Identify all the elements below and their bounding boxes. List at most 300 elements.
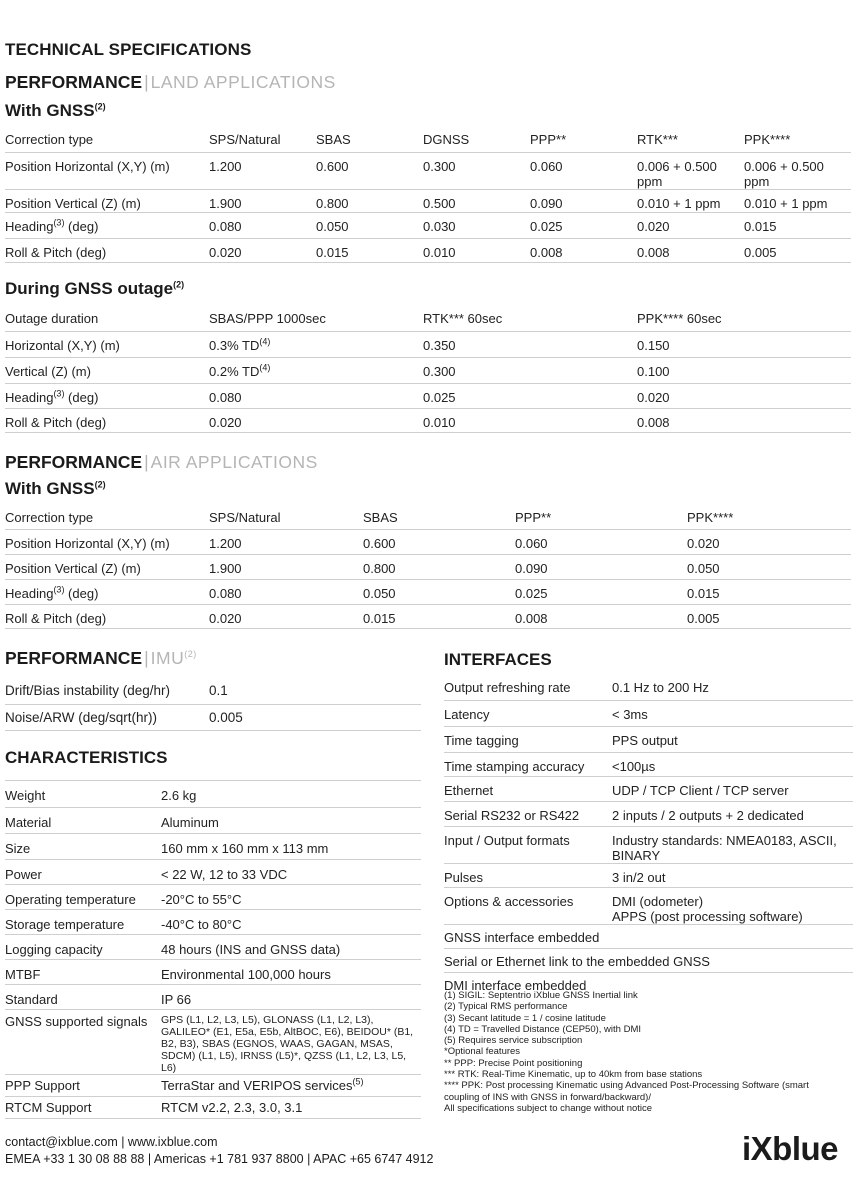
value-cell bbox=[423, 126, 530, 152]
row-label-cell bbox=[5, 305, 209, 331]
value-cell bbox=[363, 554, 515, 579]
row-label-cell bbox=[5, 704, 209, 730]
row-label-cell bbox=[444, 752, 612, 776]
value-cell bbox=[363, 504, 515, 529]
cell-value: 0.300 bbox=[423, 158, 456, 174]
interface-extra: GNSS interface embedded bbox=[444, 929, 600, 945]
row-label: Position Horizontal (X,Y) (m) bbox=[5, 535, 170, 551]
imu-sup: (2) bbox=[184, 649, 197, 660]
value-cell bbox=[209, 331, 423, 357]
cell-value: RTK*** 60sec bbox=[423, 311, 503, 326]
row-label: Serial RS232 or RS422 bbox=[444, 807, 580, 823]
cell-value: 0.015 bbox=[316, 244, 349, 260]
cell-value: SPS/Natural bbox=[209, 510, 281, 525]
table-row bbox=[5, 305, 851, 331]
cell-value: PPP** bbox=[530, 132, 567, 147]
row-label: Position Vertical (Z) (m) bbox=[5, 560, 141, 576]
value-cell bbox=[515, 604, 687, 628]
value-cell bbox=[687, 579, 851, 604]
row-label-cell bbox=[5, 189, 209, 212]
row-label-cell bbox=[444, 674, 612, 700]
value-cell bbox=[687, 554, 851, 579]
value-cell bbox=[637, 383, 851, 408]
table-row bbox=[444, 752, 853, 776]
heading-unit: (deg) bbox=[64, 389, 99, 405]
footer-contact: contact@ixblue.com | www.ixblue.com bbox=[5, 1135, 218, 1149]
value-cell bbox=[612, 801, 853, 826]
cell-value: -20°C to 55°C bbox=[161, 892, 242, 907]
footnote: (2) Typical RMS performance bbox=[444, 1001, 568, 1013]
table-row bbox=[444, 726, 853, 752]
cell-value: 1.900 bbox=[209, 195, 242, 211]
table-row bbox=[444, 948, 853, 972]
cell-value: PPK**** bbox=[687, 510, 734, 525]
value-cell bbox=[612, 826, 853, 863]
row-label: PPP Support bbox=[5, 1078, 80, 1093]
row-label-cell bbox=[5, 808, 161, 834]
cell-value: 0.080 bbox=[209, 389, 242, 405]
land-outage-title: During GNSS outage bbox=[5, 279, 174, 298]
air-perf-sep: | bbox=[144, 452, 149, 472]
row-label: Time stamping accuracy bbox=[444, 758, 585, 774]
table-row bbox=[5, 383, 851, 408]
table-row bbox=[5, 781, 421, 808]
table-row bbox=[5, 189, 851, 212]
cell-value: 0.600 bbox=[363, 535, 396, 551]
footnote: *Optional features bbox=[444, 1046, 521, 1058]
air-perf-sub: AIR APPLICATIONS bbox=[150, 452, 318, 472]
row-label: Output refreshing rate bbox=[444, 680, 571, 695]
cell-value: 0.500 bbox=[423, 195, 456, 211]
land-performance-heading bbox=[5, 72, 336, 93]
cell-value: < 3ms bbox=[612, 706, 648, 722]
row-label-cell bbox=[5, 126, 209, 152]
row-label: Size bbox=[5, 841, 31, 856]
value-cell bbox=[161, 808, 421, 834]
cell-value: < 22 W, 12 to 33 VDC bbox=[161, 867, 288, 882]
land-gnss-table bbox=[5, 126, 851, 263]
row-label-cell bbox=[5, 1075, 161, 1097]
cell-value: 3 in/2 out bbox=[612, 869, 666, 885]
table-row bbox=[444, 776, 853, 801]
cell-value: 0.300 bbox=[423, 363, 456, 379]
cell-value: 0.060 bbox=[515, 535, 548, 551]
row-label-cell bbox=[444, 887, 612, 924]
cell-value: 0.350 bbox=[423, 337, 456, 353]
value-cell bbox=[423, 357, 637, 383]
row-label: Operating temperature bbox=[5, 892, 136, 907]
value-cell bbox=[363, 579, 515, 604]
cell-value: 0.015 bbox=[363, 610, 396, 626]
value-cell bbox=[423, 305, 637, 331]
row-label: Correction type bbox=[5, 132, 94, 147]
land-perf-label: PERFORMANCE bbox=[5, 72, 143, 92]
table-row bbox=[5, 357, 851, 383]
value-cell bbox=[744, 152, 851, 189]
cell-value: PPP** bbox=[515, 510, 552, 525]
table-row bbox=[444, 674, 853, 700]
land-perf-sep: | bbox=[144, 72, 149, 92]
cell-value: 1.200 bbox=[209, 535, 242, 551]
row-label: Roll & Pitch (deg) bbox=[5, 244, 107, 260]
value-cell bbox=[209, 704, 421, 730]
value-cell bbox=[209, 579, 363, 604]
row-label: Input / Output formats bbox=[444, 832, 570, 848]
cell-value: DGNSS bbox=[423, 132, 470, 147]
cell-value: 0.150 bbox=[637, 337, 670, 353]
table-row bbox=[5, 834, 421, 860]
heading-unit: (deg) bbox=[64, 585, 99, 601]
cell-value: 0.005 bbox=[209, 709, 243, 725]
ppp-sup: (5) bbox=[352, 1076, 364, 1087]
table-row bbox=[5, 704, 421, 730]
row-label-cell bbox=[5, 357, 209, 383]
land-gnss-heading bbox=[5, 101, 106, 121]
air-gnss-heading bbox=[5, 479, 106, 499]
value-cell bbox=[316, 152, 423, 189]
table-row bbox=[444, 801, 853, 826]
cell-value: 0.020 bbox=[209, 414, 242, 430]
cell-value: Aluminum bbox=[161, 815, 219, 830]
value-cell bbox=[423, 189, 530, 212]
characteristics-table bbox=[5, 780, 421, 1119]
land-outage-heading bbox=[5, 279, 184, 299]
table-row bbox=[5, 960, 421, 985]
imu-perf-sub: IMU bbox=[150, 648, 185, 668]
value-cell bbox=[209, 212, 316, 238]
cell-value: 0.3% TD bbox=[209, 337, 260, 353]
table-row bbox=[5, 935, 421, 960]
cell-value: 48 hours (INS and GNSS data) bbox=[161, 942, 341, 957]
footnote: All specifications subject to change without notice bbox=[444, 1102, 653, 1114]
footer-phones: EMEA +33 1 30 08 88 88 | Americas +1 781 937 8800 | APAC +65 6747 4912 bbox=[5, 1152, 434, 1166]
cell-value: 0.006 + 0.500 ppm bbox=[744, 158, 824, 189]
cell-value: 0.080 bbox=[209, 585, 242, 601]
cell-value: SBAS/PPP 1000sec bbox=[209, 311, 326, 326]
value-cell bbox=[161, 1075, 421, 1097]
row-label: Position Horizontal (X,Y) (m) bbox=[5, 158, 170, 174]
table-row bbox=[5, 885, 421, 910]
cell-value: 0.020 bbox=[687, 535, 720, 551]
imu-table bbox=[5, 678, 421, 731]
value-cell bbox=[316, 212, 423, 238]
value-cell bbox=[744, 189, 851, 212]
cell-value: 0.050 bbox=[316, 218, 349, 234]
row-label-cell bbox=[5, 238, 209, 262]
heading-sup: (3) bbox=[53, 388, 65, 399]
row-label-cell bbox=[5, 331, 209, 357]
row-label: Correction type bbox=[5, 510, 94, 525]
cell-value: 0.020 bbox=[637, 218, 670, 234]
value-cell bbox=[612, 752, 853, 776]
cell-value: 0.030 bbox=[423, 218, 456, 234]
row-label: Time tagging bbox=[444, 732, 519, 748]
row-label-cell bbox=[5, 529, 209, 554]
cell-value: 0.025 bbox=[423, 389, 456, 405]
cell-value: SBAS bbox=[316, 132, 351, 147]
cell-value: -40°C to 80°C bbox=[161, 917, 242, 932]
row-label-cell bbox=[444, 776, 612, 801]
row-label: Ethernet bbox=[444, 782, 494, 798]
imu-performance-heading bbox=[5, 648, 197, 669]
row-label: GNSS supported signals bbox=[5, 1014, 148, 1029]
value-cell bbox=[209, 529, 363, 554]
cell-value: 0.015 bbox=[687, 585, 720, 601]
value-cell bbox=[209, 126, 316, 152]
interface-extra: DMI interface embedded bbox=[444, 977, 587, 993]
value-cell bbox=[209, 357, 423, 383]
value-cell bbox=[637, 357, 851, 383]
value-cell bbox=[637, 305, 851, 331]
cell-value: 0.008 bbox=[515, 610, 548, 626]
row-label: Logging capacity bbox=[5, 942, 103, 957]
table-row bbox=[5, 408, 851, 432]
cell-value: PPK**** 60sec bbox=[637, 311, 722, 326]
interfaces-table bbox=[444, 674, 853, 993]
cell-value: TerraStar and VERIPOS services bbox=[161, 1078, 353, 1093]
table-row bbox=[5, 504, 851, 529]
value-cell bbox=[363, 529, 515, 554]
value-cell bbox=[363, 604, 515, 628]
cell-value: 1.900 bbox=[209, 560, 242, 576]
cell-value: SPS/Natural bbox=[209, 132, 281, 147]
heading-sup: (3) bbox=[53, 584, 65, 595]
value-cell bbox=[316, 126, 423, 152]
value-cell bbox=[209, 152, 316, 189]
row-label: Pulses bbox=[444, 869, 484, 885]
row-label-cell bbox=[5, 935, 161, 960]
value-cell bbox=[530, 238, 637, 262]
row-label: Heading bbox=[5, 218, 54, 234]
imu-perf-sep: | bbox=[144, 648, 149, 668]
cell-value: DMI (odometer) APPS (post processing software) bbox=[612, 893, 803, 924]
value-cell bbox=[209, 504, 363, 529]
cell-value: Industry standards: NMEA0183, ASCII, BINARY bbox=[612, 832, 837, 863]
cell-value: 0.025 bbox=[515, 585, 548, 601]
cell-value: 0.800 bbox=[363, 560, 396, 576]
row-label-cell bbox=[444, 863, 612, 887]
cell-value: 0.050 bbox=[687, 560, 720, 576]
value-cell bbox=[612, 776, 853, 801]
row-label: Options & accessories bbox=[444, 893, 574, 909]
land-outage-sup: (2) bbox=[173, 279, 185, 290]
cell-value: GPS (L1, L2, L3, L5), GLONASS (L1, L2, L3), GALILEO* (E1, E5a, E5b, AltBOC, E6), BEIDOU* (B1, B2, B3), SBAS (EGNOS, WAAS, GAGAN, MSAS, SDCM) (L1, L5), IRNSS (L5)*, QZSS (L1, L2, L3, L5, L6) bbox=[161, 1014, 414, 1074]
heading-sup: (3) bbox=[53, 217, 65, 228]
cell-value: 0.008 bbox=[530, 244, 563, 260]
table-row bbox=[5, 529, 851, 554]
cell-value: 0.008 bbox=[637, 414, 670, 430]
cell-value: RTK*** bbox=[637, 132, 678, 147]
cell-value: 0.020 bbox=[209, 610, 242, 626]
characteristics-title: CHARACTERISTICS bbox=[5, 748, 168, 767]
row-label: MTBF bbox=[5, 967, 41, 982]
value-cell bbox=[612, 726, 853, 752]
cell-value: 0.008 bbox=[637, 244, 670, 260]
value-cell bbox=[612, 863, 853, 887]
value-cell bbox=[637, 408, 851, 432]
value-cell bbox=[161, 910, 421, 935]
footnotes bbox=[444, 990, 844, 1114]
cell-value: 2 inputs / 2 outputs + 2 dedicated bbox=[612, 807, 804, 823]
table-row bbox=[5, 678, 421, 704]
air-perf-label: PERFORMANCE bbox=[5, 452, 143, 472]
value-cell bbox=[423, 408, 637, 432]
cell-value: 0.090 bbox=[530, 195, 563, 211]
cell-value: 0.020 bbox=[637, 389, 670, 405]
row-label: Position Vertical (Z) (m) bbox=[5, 195, 141, 211]
value-cell bbox=[161, 960, 421, 985]
value-cell bbox=[161, 1097, 421, 1119]
cell-value: 0.080 bbox=[209, 218, 242, 234]
row-label: Power bbox=[5, 867, 42, 882]
value-cell bbox=[744, 126, 851, 152]
value-cell bbox=[209, 554, 363, 579]
table-row bbox=[5, 579, 851, 604]
table-row bbox=[5, 152, 851, 189]
cell-value: 0.010 bbox=[423, 244, 456, 260]
cell-value: 0.060 bbox=[530, 158, 563, 174]
value-cell bbox=[530, 152, 637, 189]
value-cell bbox=[637, 189, 744, 212]
footnote: (4) TD = Travelled Distance (CEP50), with DMI bbox=[444, 1023, 642, 1035]
table-row bbox=[5, 860, 421, 885]
cell-value: 0.005 bbox=[687, 610, 720, 626]
interface-extra: Serial or Ethernet link to the embedded GNSS bbox=[444, 953, 710, 969]
value-cell bbox=[423, 331, 637, 357]
row-label-cell bbox=[5, 960, 161, 985]
value-cell bbox=[209, 238, 316, 262]
air-gnss-title: With GNSS bbox=[5, 479, 95, 498]
value-cell bbox=[530, 212, 637, 238]
value-cell bbox=[209, 408, 423, 432]
value-cell bbox=[161, 834, 421, 860]
imu-perf-label: PERFORMANCE bbox=[5, 648, 143, 668]
air-gnss-sup: (2) bbox=[94, 479, 106, 490]
cell-value: 0.100 bbox=[637, 363, 670, 379]
table-row bbox=[5, 212, 851, 238]
table-row bbox=[5, 1075, 421, 1097]
row-label: Vertical (Z) (m) bbox=[5, 363, 91, 379]
footnote: (1) SIGIL: Septentrio iXblue GNSS Inertial link bbox=[444, 990, 638, 1001]
footnote: (5) Requires service subscription bbox=[444, 1035, 583, 1047]
air-performance-heading bbox=[5, 452, 318, 473]
row-label-cell bbox=[5, 781, 161, 808]
cell-value: UDP / TCP Client / TCP server bbox=[612, 782, 789, 798]
cell-value: 0.025 bbox=[530, 218, 563, 234]
table-row bbox=[5, 1097, 421, 1119]
row-label: Outage duration bbox=[5, 311, 99, 326]
cell-value: 0.005 bbox=[744, 244, 777, 260]
row-label-cell bbox=[5, 408, 209, 432]
row-label: Roll & Pitch (deg) bbox=[5, 414, 107, 430]
land-gnss-sup: (2) bbox=[94, 101, 106, 112]
row-label: Drift/Bias instability (deg/hr) bbox=[5, 683, 171, 698]
footnote: ** PPP: Precise Point positioning bbox=[444, 1057, 583, 1069]
row-label: Noise/ARW (deg/sqrt(hr)) bbox=[5, 709, 158, 725]
row-label: Heading bbox=[5, 389, 54, 405]
value-cell bbox=[637, 212, 744, 238]
value-cell bbox=[316, 189, 423, 212]
row-label-cell bbox=[5, 910, 161, 935]
row-label-cell bbox=[5, 1010, 161, 1075]
row-label: RTCM Support bbox=[5, 1100, 92, 1115]
table-row bbox=[5, 126, 851, 152]
footnote: **** PPK: Post processing Kinematic using Advanced Post-Processing Software (smart coupling of INS with GNSS in forward/backward)/ bbox=[444, 1080, 809, 1103]
table-row bbox=[5, 554, 851, 579]
value-cell bbox=[423, 152, 530, 189]
row-label: Storage temperature bbox=[5, 917, 125, 932]
value-cell bbox=[209, 189, 316, 212]
row-label-cell bbox=[444, 801, 612, 826]
ixblue-logo: iXblue bbox=[742, 1130, 839, 1167]
table-row bbox=[5, 985, 421, 1010]
table-row bbox=[444, 887, 853, 924]
cell-value: 1.200 bbox=[209, 158, 242, 174]
cell-value: 0.800 bbox=[316, 195, 349, 211]
cell-value: PPK**** bbox=[744, 132, 791, 147]
cell-value: SBAS bbox=[363, 510, 398, 525]
page-title: TECHNICAL SPECIFICATIONS bbox=[5, 40, 252, 59]
table-row bbox=[5, 808, 421, 834]
row-label-cell bbox=[5, 212, 209, 238]
row-label-cell bbox=[5, 504, 209, 529]
table-row bbox=[444, 826, 853, 863]
row-label-cell bbox=[5, 604, 209, 628]
value-cell bbox=[744, 212, 851, 238]
cell-value: 0.1 bbox=[209, 683, 228, 698]
value-cell bbox=[515, 504, 687, 529]
row-label-cell bbox=[5, 579, 209, 604]
value-cell bbox=[687, 504, 851, 529]
land-perf-sub: LAND APPLICATIONS bbox=[150, 72, 336, 92]
value-cell bbox=[161, 860, 421, 885]
value-cell bbox=[530, 189, 637, 212]
row-label-cell bbox=[5, 834, 161, 860]
value-cell bbox=[423, 212, 530, 238]
cell-value: 160 mm x 160 mm x 113 mm bbox=[161, 841, 329, 856]
row-label: Latency bbox=[444, 706, 490, 722]
row-label-cell bbox=[444, 726, 612, 752]
row-label-cell bbox=[5, 985, 161, 1010]
row-label: Horizontal (X,Y) (m) bbox=[5, 337, 120, 353]
cell-value: Environmental 100,000 hours bbox=[161, 967, 331, 982]
cell-value: 0.050 bbox=[363, 585, 396, 601]
value-cell bbox=[687, 604, 851, 628]
value-cell bbox=[209, 678, 421, 704]
cell-value: 0.006 + 0.500 ppm bbox=[637, 158, 717, 189]
cell-value: 2.6 kg bbox=[161, 788, 197, 803]
value-cell bbox=[209, 604, 363, 628]
heading-unit: (deg) bbox=[64, 218, 99, 234]
cell-value: 0.2% TD bbox=[209, 363, 260, 379]
value-cell bbox=[637, 331, 851, 357]
value-cell bbox=[515, 554, 687, 579]
footnote: (3) Secant latitude = 1 / cosine latitude bbox=[444, 1012, 606, 1024]
table-row bbox=[5, 910, 421, 935]
row-label: Material bbox=[5, 815, 52, 830]
value-cell bbox=[209, 383, 423, 408]
value-cell bbox=[161, 885, 421, 910]
value-cell bbox=[612, 700, 853, 726]
value-cell bbox=[612, 674, 853, 700]
value-cell bbox=[530, 126, 637, 152]
table-row bbox=[444, 863, 853, 887]
row-label: Weight bbox=[5, 788, 46, 803]
cell-value: 0.600 bbox=[316, 158, 349, 174]
row-label-cell bbox=[444, 700, 612, 726]
row-label: Heading bbox=[5, 585, 54, 601]
table-row bbox=[5, 604, 851, 628]
